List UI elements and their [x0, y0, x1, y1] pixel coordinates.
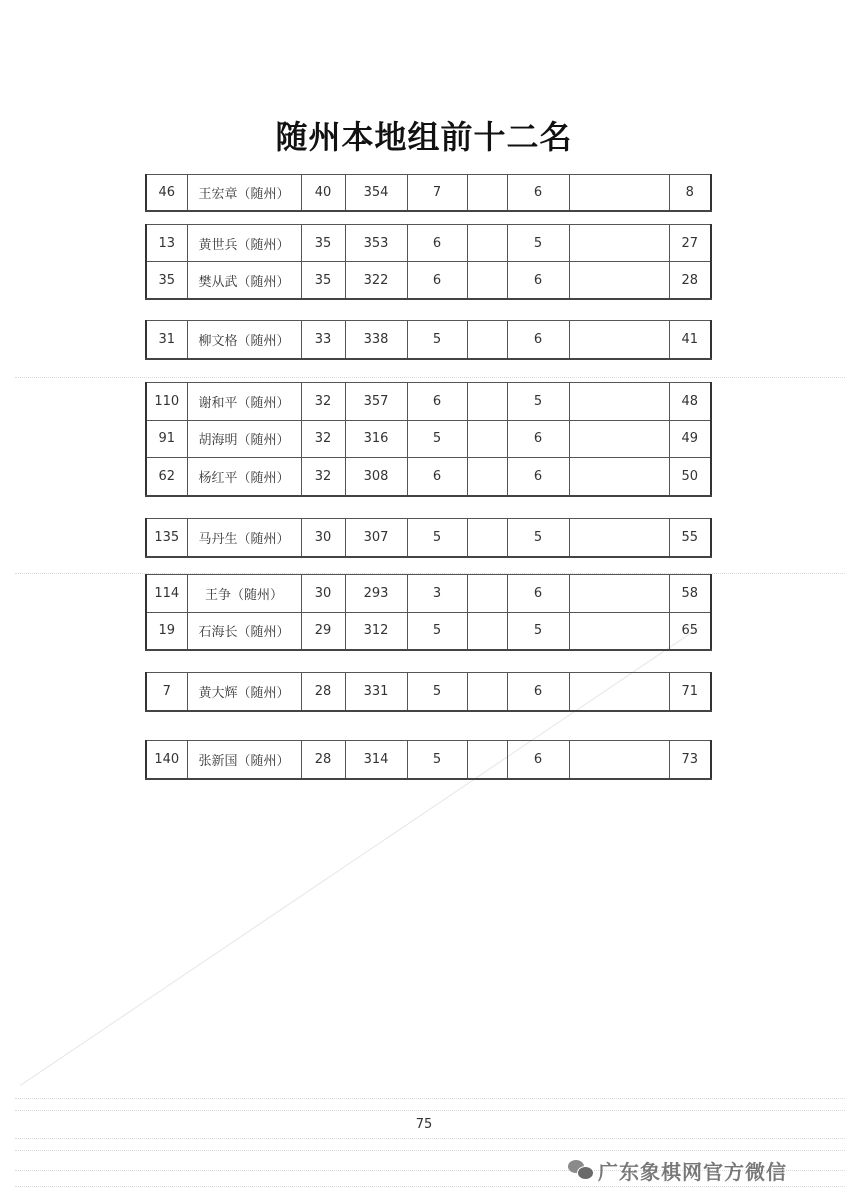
score-cell: 354 — [345, 175, 407, 212]
final-rank-cell: 8 — [669, 175, 711, 212]
table-row — [146, 175, 711, 212]
table-row — [146, 262, 711, 300]
rank-number-cell: 13 — [146, 225, 187, 262]
col-7-cell: 6 — [507, 420, 569, 458]
col-5-cell: 5 — [407, 321, 467, 360]
col-8-cell — [569, 383, 669, 421]
rank-table-group — [145, 574, 712, 651]
background-line — [15, 1150, 845, 1151]
rank-number-cell: 114 — [146, 575, 187, 613]
col-5-cell: 3 — [407, 575, 467, 613]
col-6-cell — [467, 321, 507, 360]
final-rank-cell: 73 — [669, 741, 711, 780]
rank-table-group — [145, 224, 712, 300]
rank-table-group — [145, 320, 712, 360]
col-5-cell: 5 — [407, 673, 467, 712]
col-5-cell: 6 — [407, 262, 467, 300]
col-8-cell — [569, 458, 669, 496]
col-6-cell — [467, 612, 507, 650]
col-6-cell — [467, 575, 507, 613]
col-8-cell — [569, 175, 669, 212]
rank-number-cell: 31 — [146, 321, 187, 360]
final-rank-cell: 55 — [669, 519, 711, 558]
table-row — [146, 321, 711, 360]
score-cell: 293 — [345, 575, 407, 613]
rank-number-cell: 140 — [146, 741, 187, 780]
final-rank-cell: 28 — [669, 262, 711, 300]
col-6-cell — [467, 519, 507, 558]
col-8-cell — [569, 262, 669, 300]
col-6-cell — [467, 673, 507, 712]
player-name-cell: 樊从武（随州） — [187, 262, 301, 300]
table-row — [146, 741, 711, 780]
col-8-cell — [569, 741, 669, 780]
page-title: 随州本地组前十二名 — [275, 118, 573, 156]
final-rank-cell: 41 — [669, 321, 711, 360]
final-rank-cell: 50 — [669, 458, 711, 496]
final-rank-cell: 58 — [669, 575, 711, 613]
col-7-cell: 5 — [507, 519, 569, 558]
player-name-cell: 王宏章（随州） — [187, 175, 301, 212]
points-cell: 30 — [301, 575, 345, 613]
player-name-cell: 胡海明（随州） — [187, 420, 301, 458]
page-number: 75 — [415, 1117, 433, 1132]
col-8-cell — [569, 575, 669, 613]
wechat-icon — [568, 1160, 592, 1180]
table-row — [146, 420, 711, 458]
points-cell: 29 — [301, 612, 345, 650]
table-row — [146, 383, 711, 421]
rank-number-cell: 110 — [146, 383, 187, 421]
rank-number-cell: 7 — [146, 673, 187, 712]
score-cell: 338 — [345, 321, 407, 360]
col-6-cell — [467, 225, 507, 262]
rank-number-cell: 46 — [146, 175, 187, 212]
rank-number-cell: 91 — [146, 420, 187, 458]
table-row — [146, 458, 711, 496]
points-cell: 32 — [301, 420, 345, 458]
player-name-cell: 谢和平（随州） — [187, 383, 301, 421]
score-cell: 307 — [345, 519, 407, 558]
score-cell: 308 — [345, 458, 407, 496]
table-row — [146, 575, 711, 613]
col-7-cell: 6 — [507, 262, 569, 300]
rank-table-group — [145, 672, 712, 712]
background-line — [15, 1186, 845, 1187]
background-line — [15, 377, 845, 378]
col-5-cell: 6 — [407, 225, 467, 262]
final-rank-cell: 27 — [669, 225, 711, 262]
col-5-cell: 5 — [407, 741, 467, 780]
rank-table-group — [145, 382, 712, 497]
score-cell: 312 — [345, 612, 407, 650]
col-7-cell: 5 — [507, 612, 569, 650]
col-8-cell — [569, 612, 669, 650]
background-line — [15, 1110, 845, 1111]
points-cell: 40 — [301, 175, 345, 212]
rank-table-group — [145, 174, 712, 212]
rank-number-cell: 35 — [146, 262, 187, 300]
col-5-cell: 6 — [407, 458, 467, 496]
col-5-cell: 5 — [407, 420, 467, 458]
rank-table-group — [145, 740, 712, 780]
points-cell: 30 — [301, 519, 345, 558]
background-line — [15, 1138, 845, 1139]
col-8-cell — [569, 225, 669, 262]
table-row — [146, 225, 711, 262]
player-name-cell: 石海长（随州） — [187, 612, 301, 650]
player-name-cell: 王争（随州） — [187, 575, 301, 613]
rank-number-cell: 135 — [146, 519, 187, 558]
final-rank-cell: 48 — [669, 383, 711, 421]
col-8-cell — [569, 519, 669, 558]
player-name-cell: 马丹生（随州） — [187, 519, 301, 558]
final-rank-cell: 65 — [669, 612, 711, 650]
player-name-cell: 柳文格（随州） — [187, 321, 301, 360]
points-cell: 33 — [301, 321, 345, 360]
table-row — [146, 519, 711, 558]
col-8-cell — [569, 673, 669, 712]
points-cell: 32 — [301, 383, 345, 421]
score-cell: 357 — [345, 383, 407, 421]
score-cell: 314 — [345, 741, 407, 780]
score-cell: 331 — [345, 673, 407, 712]
col-8-cell — [569, 321, 669, 360]
points-cell: 32 — [301, 458, 345, 496]
col-6-cell — [467, 383, 507, 421]
points-cell: 28 — [301, 741, 345, 780]
col-5-cell: 7 — [407, 175, 467, 212]
col-6-cell — [467, 262, 507, 300]
col-7-cell: 5 — [507, 225, 569, 262]
final-rank-cell: 49 — [669, 420, 711, 458]
col-6-cell — [467, 741, 507, 780]
col-8-cell — [569, 420, 669, 458]
table-row — [146, 612, 711, 650]
col-5-cell: 5 — [407, 612, 467, 650]
final-rank-cell: 71 — [669, 673, 711, 712]
player-name-cell: 黄世兵（随州） — [187, 225, 301, 262]
col-7-cell: 6 — [507, 741, 569, 780]
score-cell: 353 — [345, 225, 407, 262]
player-name-cell: 杨红平（随州） — [187, 458, 301, 496]
points-cell: 28 — [301, 673, 345, 712]
rank-table-group — [145, 518, 712, 558]
rank-number-cell: 62 — [146, 458, 187, 496]
col-5-cell: 6 — [407, 383, 467, 421]
rank-number-cell: 19 — [146, 612, 187, 650]
points-cell: 35 — [301, 262, 345, 300]
col-7-cell: 6 — [507, 575, 569, 613]
watermark — [568, 1158, 787, 1182]
col-5-cell: 5 — [407, 519, 467, 558]
points-cell: 35 — [301, 225, 345, 262]
col-7-cell: 6 — [507, 673, 569, 712]
col-6-cell — [467, 420, 507, 458]
col-7-cell: 6 — [507, 321, 569, 360]
player-name-cell: 张新国（随州） — [187, 741, 301, 780]
background-line — [15, 1098, 845, 1099]
col-7-cell: 6 — [507, 175, 569, 212]
col-7-cell: 5 — [507, 383, 569, 421]
col-6-cell — [467, 458, 507, 496]
score-cell: 322 — [345, 262, 407, 300]
table-row — [146, 673, 711, 712]
watermark-text: 广东象棋网官方微信 — [598, 1159, 787, 1184]
col-6-cell — [467, 175, 507, 212]
col-7-cell: 6 — [507, 458, 569, 496]
player-name-cell: 黄大辉（随州） — [187, 673, 301, 712]
score-cell: 316 — [345, 420, 407, 458]
